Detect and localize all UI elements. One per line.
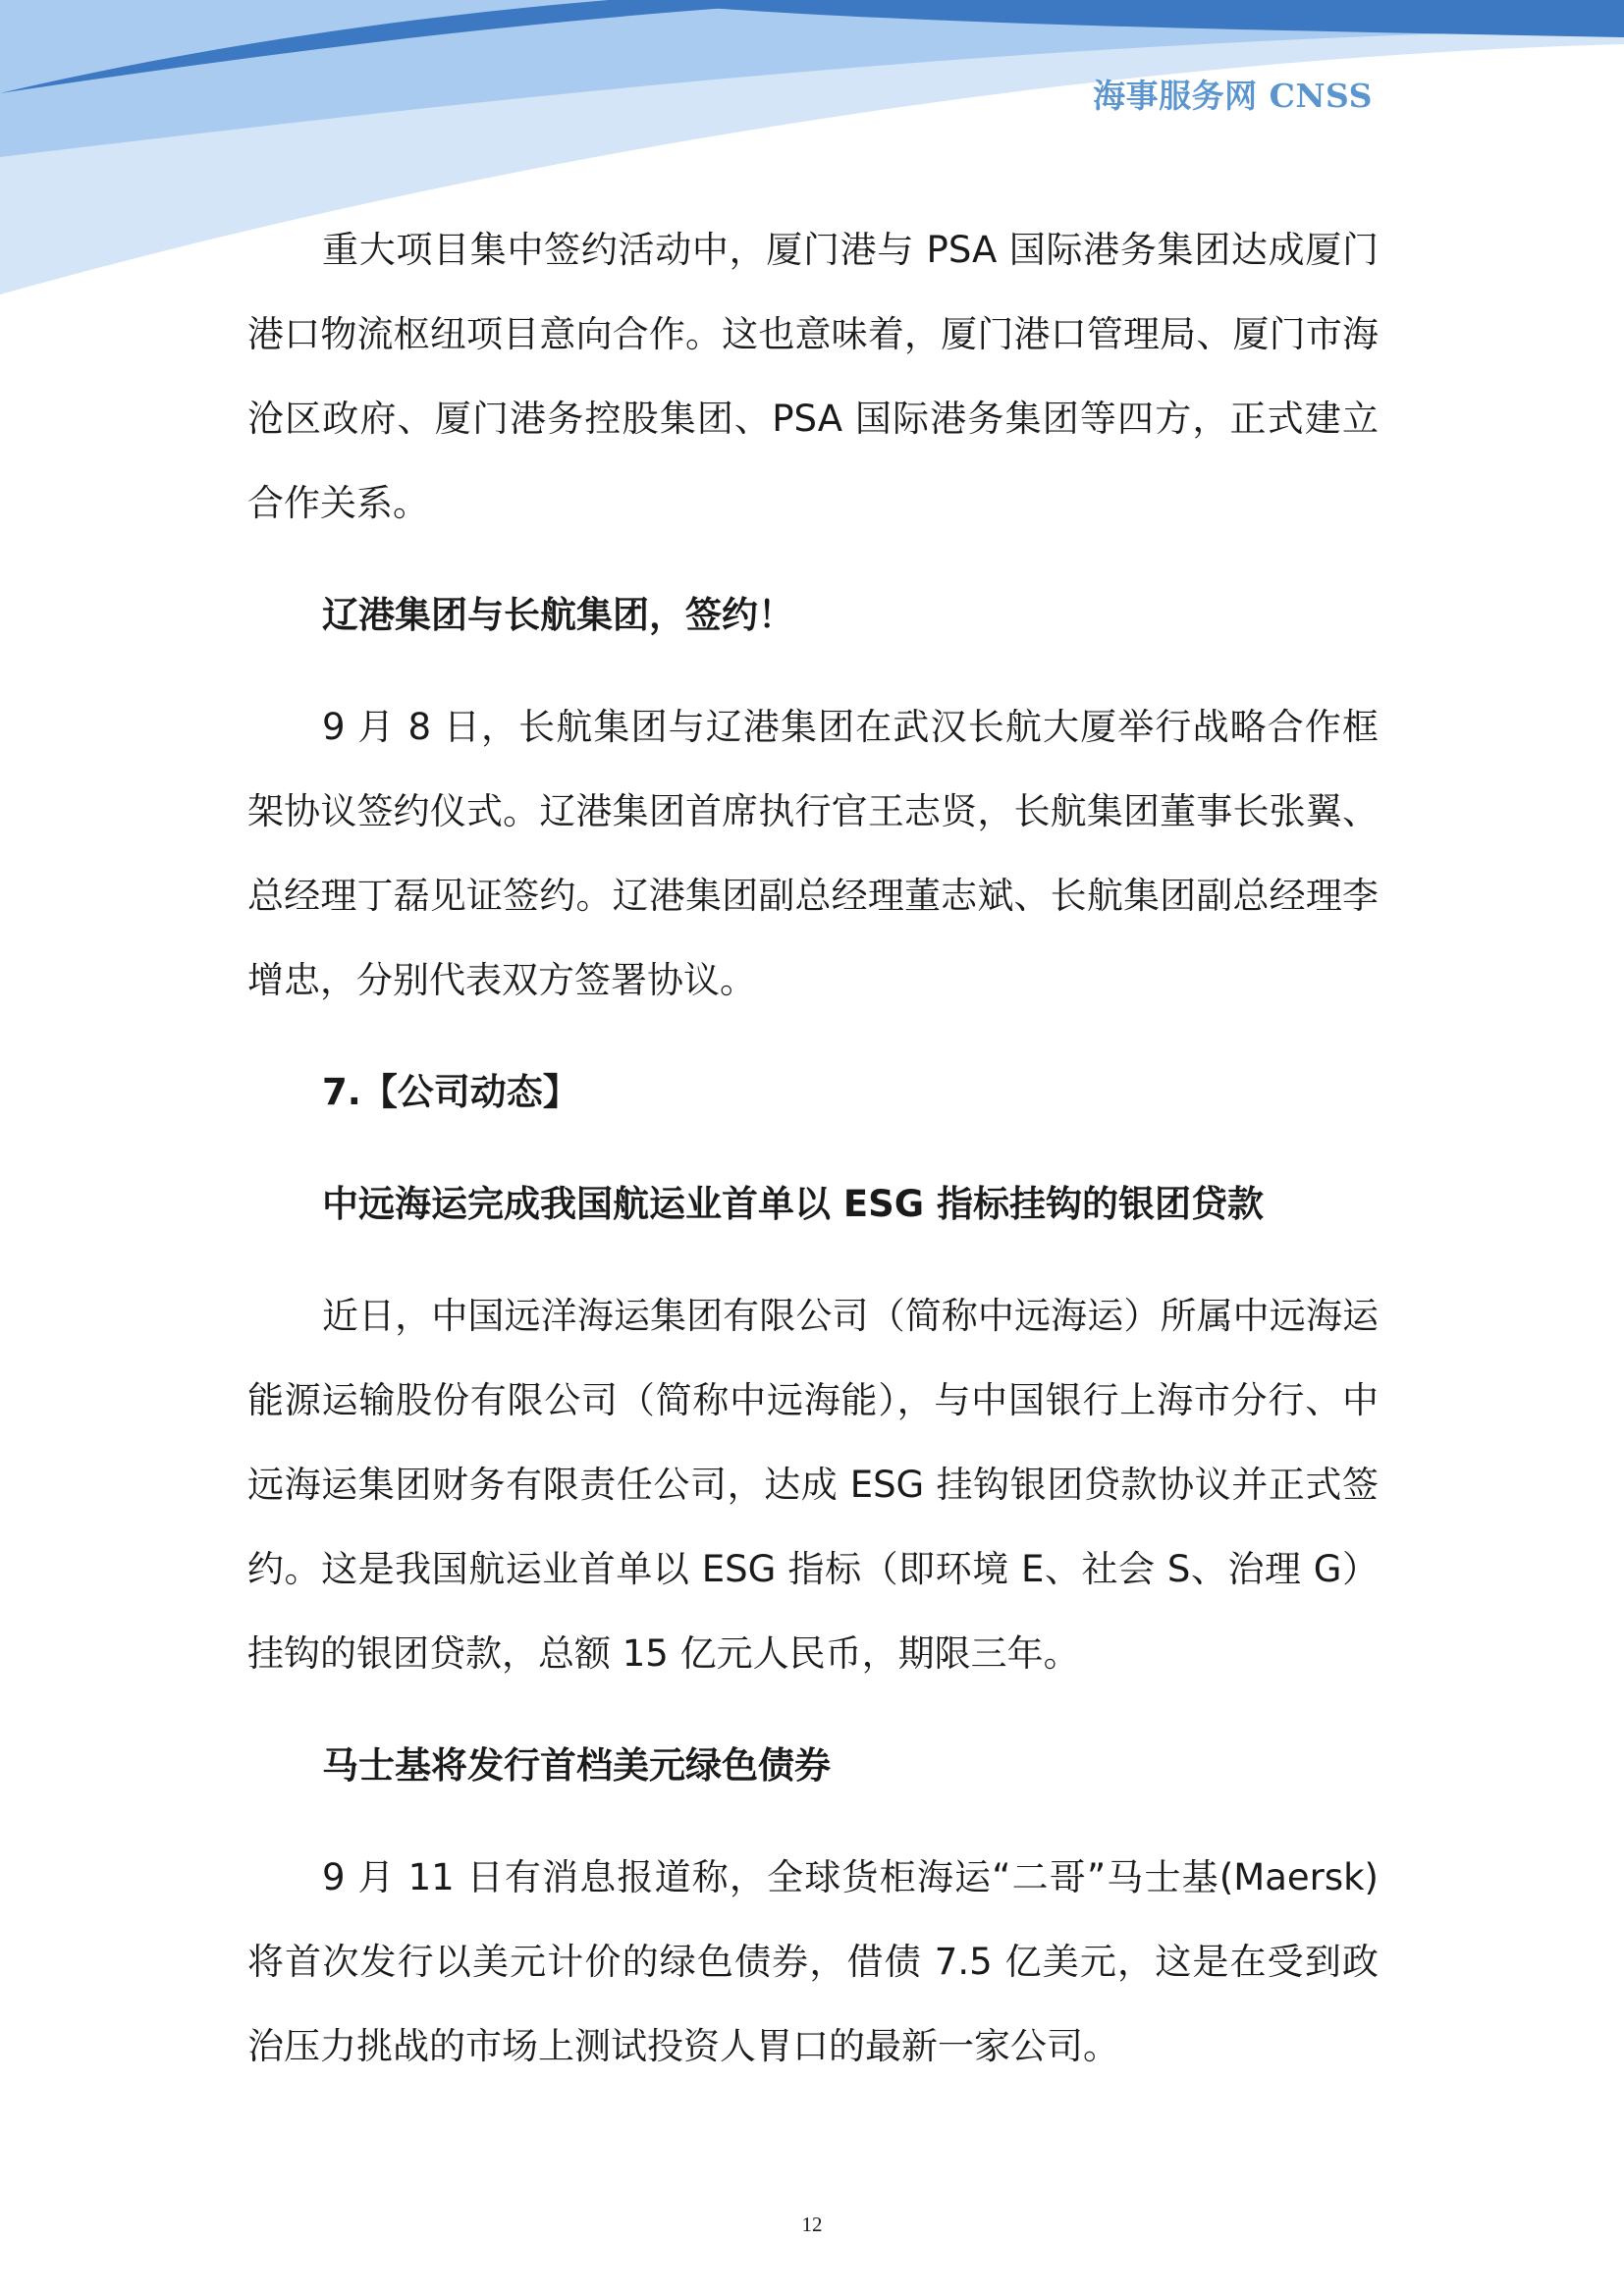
paragraph-xiamen-psa: 重大项目集中签约活动中，厦门港与 PSA 国际港务集团达成厦门港口物流枢纽项目意向合作。这也意味着，厦门港口管理局、厦门市海沧区政府、厦门港务控股集团、PSA 国际港务集团等四方，正式建立合作关系。 <box>247 229 1379 524</box>
page-number: 12 <box>801 2213 823 2236</box>
heading-liaogang-changhang: 辽港集团与长航集团，签约！ <box>322 594 794 636</box>
section-number: 7. <box>322 1071 361 1113</box>
section-title: 【公司动态】 <box>360 1071 579 1113</box>
heading-maersk-green-bond: 马士基将发行首档美元绿色债券 <box>322 1744 831 1787</box>
paragraph-maersk-green-bond: 9 月 11 日有消息报道称，全球货柜海运“二哥”马士基(Maersk)将首次发行以美元计价的绿色债券，借债 7.5 亿美元，这是在受到政治压力挑战的市场上测试投资人胃口的最新一家公司。 <box>247 1856 1379 2067</box>
brand-title: 海事服务网 CNSS <box>1093 77 1373 115</box>
article-body <box>247 208 1379 2089</box>
paragraph-liaogang-changhang: 9 月 8 日，长航集团与辽港集团在武汉长航大厦举行战略合作框架协议签约仪式。辽港集团首席执行官王志贤，长航集团董事长张翼、总经理丁磊见证签约。辽港集团副总经理董志斌、长航集团副总经理李增忠，分别代表双方签署协议。 <box>247 706 1379 1001</box>
paragraph-cosco-esg-loan: 近日，中国远洋海运集团有限公司（简称中远海运）所属中远海运能源运输股份有限公司（简称中远海能），与中国银行上海市分行、中远海运集团财务有限责任公司，达成 ESG 挂钩银团贷款协议并正式签约。这是我国航运业首单以 ESG 指标（即环境 E、社会 S、治理 G）挂钩的银团贷款，总额 15 亿元人民币，期限三年。 <box>247 1295 1379 1675</box>
section-heading-company-news <box>247 1050 1379 1135</box>
heading-cosco-esg-loan: 中远海运完成我国航运业首单以 ESG 指标挂钩的银团贷款 <box>322 1183 1265 1225</box>
